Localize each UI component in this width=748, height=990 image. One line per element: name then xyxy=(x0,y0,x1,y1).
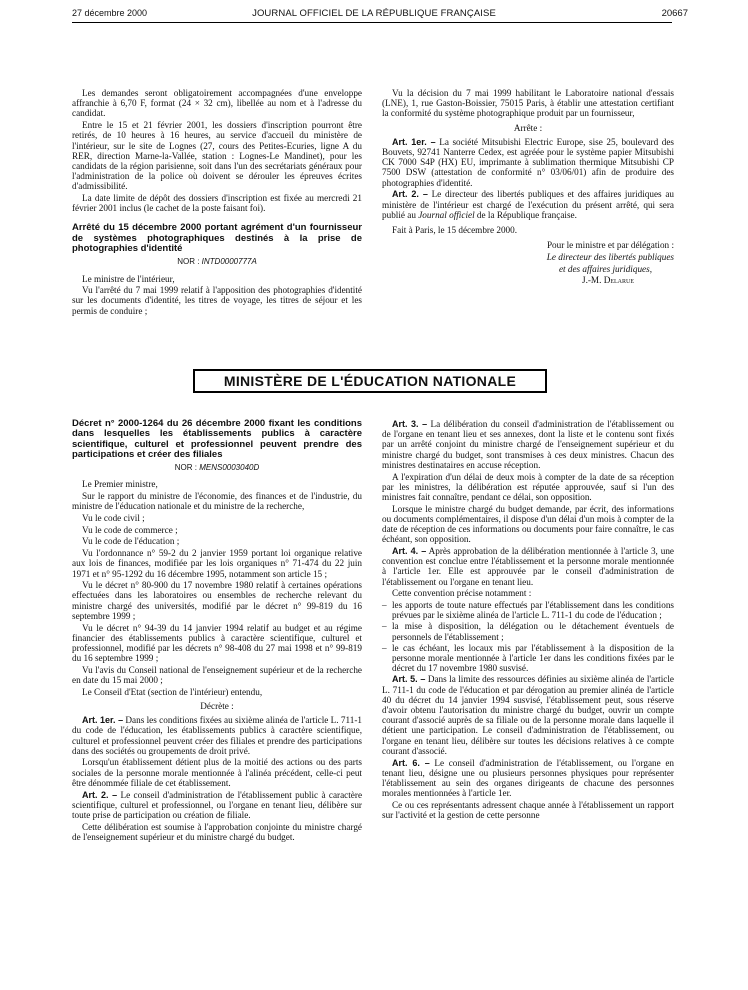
paragraph: Ce ou ces représentants adressent chaque année à l'établissement un rapport sur l'activité et la gestion de cette personne xyxy=(382,799,674,821)
article-1: Art. 1er. – La société Mitsubishi Electric Europe, sise 25, boulevard des Bouvets, 92741 Nanterre Cedex, est agréée pour le système papier Mitsubishi CK 7000 S4P (HX) EU, imprimante à sublimation thermique Mitsubishi CP 7500 DSW (attestation de conformité n° 03/06/01) afin de produire des photographies d'identité. xyxy=(382,136,675,188)
paragraph: Vu le code civil ; xyxy=(82,513,145,523)
top-right-column xyxy=(382,88,674,287)
bottom-left-column xyxy=(72,419,362,844)
nor-label: NOR : xyxy=(174,463,197,473)
convention-list xyxy=(382,600,674,673)
nor-reference xyxy=(72,463,362,473)
header-rule xyxy=(72,22,672,23)
paragraph: Le Conseil d'Etat (section de l'intérieur) entendu, xyxy=(82,686,263,697)
article-label: Art. 2. – xyxy=(392,189,428,200)
article-label: Art. 6. – xyxy=(392,757,430,768)
paragraph: Vu l'avis du Conseil national de l'enseignement supérieur et de la recherche en date du 15 mai 2000 ; xyxy=(72,664,362,686)
list-item: – le cas échéant, les locaux mis par l'établissement à la disposition de la personne morale mentionnée à l'article 1er dans les conditions fixées par le décret du 17 novembre 1980 susvisé. xyxy=(382,643,674,674)
list-item: – les apports de toute nature effectués par l'établissement dans les conditions prévues par le sixième alinéa de l'article L. 711-1 du code de l'éducation ; xyxy=(382,600,674,620)
nor-reference xyxy=(72,257,362,267)
header-date: 27 décembre 2000 xyxy=(72,8,148,18)
paragraph: A l'expiration d'un délai de deux mois à compter de la date de sa réception par les ministres, la délibération est réputée approuvée, sauf si l'un des ministres fait connaître, pendant ce délai, son opposition. xyxy=(382,471,674,502)
top-left-column xyxy=(72,88,362,317)
paragraph: Le ministre de l'intérieur, xyxy=(82,273,175,284)
paragraph: Entre le 15 et 21 février 2001, les dossiers d'inscription pourront être retirés, de 10 heures à 16 heures, au service d'accueil du ministère de l'intérieur, sur le site de Lognes (27, cours des Petites-Ecuries, ligne A du RER, direction Marne-la-Vallée, station : Lognes-Le Mandinet), pour les candidats de la région parisienne, soit dans l'un des secrétariats généraux pour l'administration de la police où doivent se dérouler les épreuves écrites d'admissibilité. xyxy=(72,120,362,192)
article-2: Art. 2. – Le conseil d'administration de l'établissement public à caractère scientifique, culturel et professionnel, ou l'organe en tenant lieu, délibère sur toute prise de participation ou création de filiale. xyxy=(72,789,363,820)
arrete-title: Arrêté du 15 décembre 2000 portant agrément d'un fournisseur de systèmes photographiques destinés à la prise de photographies d'identité xyxy=(72,222,362,255)
paragraph: Vu le code de commerce ; xyxy=(82,524,178,535)
arrete-heading: Arrête : xyxy=(513,122,543,133)
decret-title: Décret n° 2000-1264 du 26 décembre 2000 fixant les conditions dans lesquelles les établissements publics à caractère scientifique, culturel et professionnel peuvent prendre des participations et créer des filiales xyxy=(72,418,362,460)
paragraph: Sur le rapport du ministre de l'économie, des finances et de l'industrie, du ministre de l'éducation nationale et du ministre de la recherche, xyxy=(72,491,362,512)
article-2: Art. 2. – Le directeur des libertés publiques et des affaires juridiques au ministère de l'intérieur est chargé de l'exécution du présent arrêté, qui sera publié au Journal officiel de la République française. xyxy=(382,189,674,220)
nor-code: INTD0000777A xyxy=(201,257,257,267)
list-item: – la mise à disposition, la délégation ou le détachement éventuels de personnels de l'établissement ; xyxy=(382,621,674,641)
article-label: Art. 1er. – xyxy=(392,136,436,147)
article-5: Art. 5. – Dans la limite des ressources définies au sixième alinéa de l'article L. 711-1 du code de l'éducation et par dérogation au premier alinéa de l'article 40 du décret du 14 janvier 1994 susvisé, l'établissement peut, sous réserve d'avoir obtenu l'autorisation du ministre chargé du budget, ouvrir un compte courant d'associé auprès de sa filiale ou de la personne morale dans laquelle il détient une participation. Le conseil d'administration de l'établissement, ou l'organe en tenant lieu, délibère sur toutes les décisions relatives à ce compte courant d'associé. xyxy=(382,674,674,756)
ministry-heading: MINISTÈRE DE L'ÉDUCATION NATIONALE xyxy=(193,369,547,393)
article-label: Art. 5. – xyxy=(392,674,426,685)
article-label: Art. 1er. – xyxy=(82,715,124,726)
article-6: Art. 6. – Le conseil d'administration de l'établissement, ou l'organe en tenant lieu, désigne une ou plusieurs personnes physiques pour représenter l'établissement au sein des organes dirigeants de chacune des personnes morales mentionnées à l'article 1er. xyxy=(382,757,675,799)
nor-label: NOR : xyxy=(177,257,200,267)
bottom-right-column xyxy=(382,419,674,822)
signature-block: Pour le ministre et par délégation : Le directeur des libertés publiques et des affaires juridiques, J.-M. Delarue xyxy=(546,240,674,286)
article-label: Art. 2. – xyxy=(82,789,118,800)
paragraph: Vu le décret n° 80-900 du 17 novembre 1980 relatif à certaines opérations effectuées dans les laboratoires ou ensembles de recherche relevant du ministre chargé des universités, modifié par le décret n° 99-819 du 16 septembre 1999 ; xyxy=(72,580,362,621)
header-title: JOURNAL OFFICIEL DE LA RÉPUBLIQUE FRANÇAISE xyxy=(252,8,496,19)
paragraph: Vu le décret n° 94-39 du 14 janvier 1994 relatif au budget et au régime financier des établissements publics à caractère scientifique, culturel et professionnel, modifié par les décrets n° 98-408 du 27 mai 1998 et n° 99-819 du 16 septembre 1999 ; xyxy=(72,622,362,664)
paragraph: Les demandes seront obligatoirement accompagnées d'une enveloppe affranchie à 6,70 F, format (24 × 32 cm), libellée au nom et à l'adresse du candidat. xyxy=(72,88,362,119)
nor-code: MENS0003040D xyxy=(199,463,260,473)
paragraph: Lorsque le ministre chargé du budget demande, par écrit, des informations ou documents complémentaires, il dispose d'un délai d'un mois à compter de la date de réception de ces informations ou documents pour faire connaître, le cas échéant, son opposition. xyxy=(382,503,674,545)
paragraph: Lorsqu'un établissement détient plus de la moitié des actions ou des parts sociales de la personne morale mentionnée à l'alinéa précédent, celle-ci peut être dénommée filiale de cet établissement. xyxy=(72,757,362,788)
article-label: Art. 3. – xyxy=(392,419,428,429)
article-3: Art. 3. – La délibération du conseil d'administration de l'établissement ou de l'organe en tenant lieu et ses annexes, dont la liste et le contenu sont fixés par un arrêté conjoint du ministre chargé de l'enseignement supérieur et du ministre chargé du budget, sont transmises à ces deux ministres. Chacun des ministres destinataires en accuse réception. xyxy=(382,419,675,470)
fait-line: Fait à Paris, le 15 décembre 2000. xyxy=(392,224,518,235)
header-page-number: 20667 xyxy=(661,8,688,19)
article-4: Art. 4. – Après approbation de la délibération mentionnée à l'article 3, une convention est conclue entre l'établissement et la personne morale mentionnée à l'article 1er. Elle est approuvée par le conseil d'administration de l'établissement ou l'organe en tenant lieu. xyxy=(382,545,675,587)
paragraph: Vu la décision du 7 mai 1999 habilitant le Laboratoire national d'essais (LNE), 1, rue Gaston-Boissier, 75015 Paris, à établir une attestation certifiant la conformité du système photographique produit par un fournisseur, xyxy=(382,88,674,119)
paragraph: Vu l'arrêté du 7 mai 1999 relatif à l'apposition des photographies d'identité sur les documents d'identité, les titres de voyage, les titres de séjour et les permis de conduire ; xyxy=(72,285,362,316)
paragraph: Cette délibération est soumise à l'approbation conjointe du ministre chargé de l'enseignement supérieur et du ministre chargé du budget. xyxy=(72,821,362,842)
paragraph: Vu l'ordonnance n° 59-2 du 2 janvier 1959 portant loi organique relative aux lois de finances, modifiée par les lois organiques n° 71-474 du 22 juin 1971 et n° 95-1292 du 16 décembre 1995, notamment son article 15 ; xyxy=(72,548,362,579)
paragraph: La date limite de dépôt des dossiers d'inscription est fixée au mercredi 21 février 2001 inclus (le cachet de la poste faisant foi). xyxy=(72,193,362,214)
article-1: Art. 1er. – Dans les conditions fixées au sixième alinéa de l'article L. 711-1 du code de l'éducation, les établissements publics à caractère scientifique, culturel et professionnel peuvent créer des filiales et prendre des participations dans des sociétés ou groupements de droit privé. xyxy=(72,715,362,756)
paragraph: Le Premier ministre, xyxy=(82,479,158,490)
article-label: Art. 4. – xyxy=(392,545,427,556)
paragraph: Vu le code de l'éducation ; xyxy=(82,536,180,547)
paragraph: Cette convention précise notamment : xyxy=(392,588,532,599)
decrete-heading: Décrète : xyxy=(200,700,234,711)
